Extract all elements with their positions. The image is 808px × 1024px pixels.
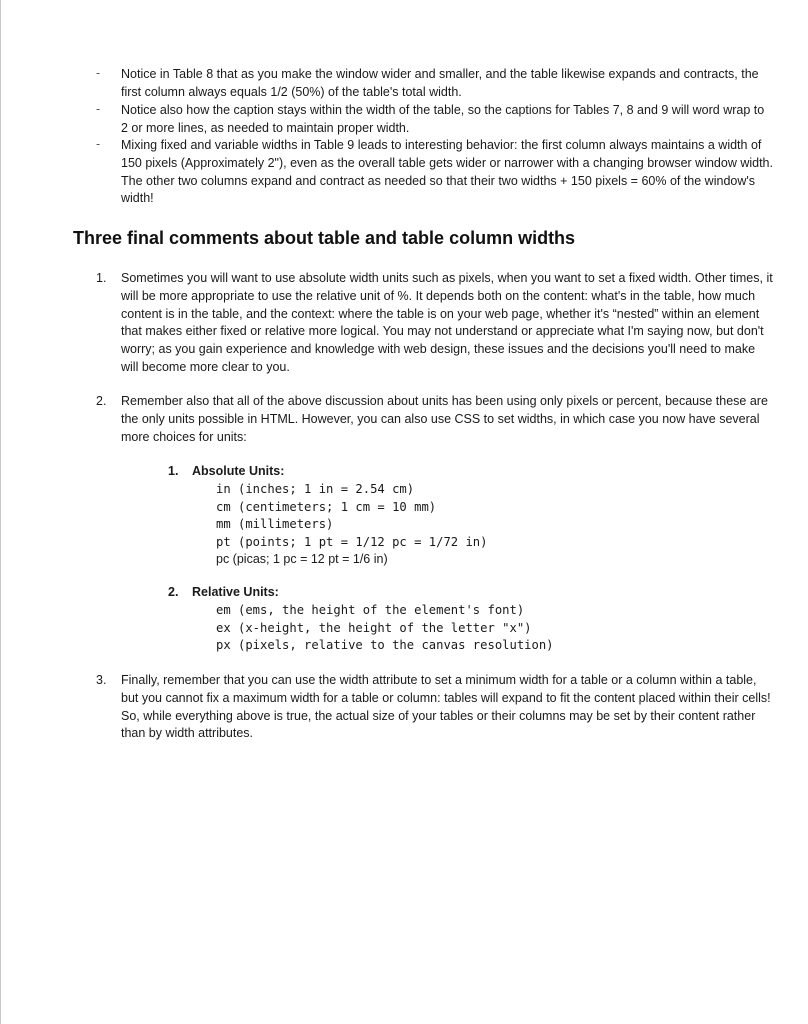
comment-number: 2.	[96, 394, 107, 408]
bullet-text: Notice also how the caption stays within the width of the table, so the captions for Tables 7, 8 and 9 will word wrap to 2 or more lines, as needed to maintain proper width.	[121, 103, 765, 135]
comment-number: 3.	[96, 673, 107, 687]
relative-units-list	[216, 602, 554, 655]
unit-line-cm: cm (centimeters; 1 cm = 10 mm)	[216, 499, 437, 514]
unit-line-mm: mm (millimeters)	[216, 517, 334, 532]
unit-line-px: px (pixels, relative to the canvas resolution)	[216, 638, 554, 653]
unit-line-ex: ex (x-height, the height of the letter "x")	[216, 620, 532, 635]
relative-units-title: Relative Units:	[192, 585, 279, 599]
bullet-text: Mixing fixed and variable widths in Table 9 leads to interesting behavior: the first column always maintains a width of 150 pixels (Approximately 2"), even as the overall table gets wider or narrower with a changing browser window width. The other two columns expand and contract as needed so that their two widths + 150 pixels = 60% of the window's width!	[121, 138, 773, 206]
sub-list-number: 1.	[168, 464, 179, 478]
absolute-units-list	[216, 481, 488, 569]
page-left-border	[0, 0, 1, 1024]
comment-text: Finally, remember that you can use the width attribute to set a minimum width for a table or a column within a table, but you cannot fix a maximum width for a table or column: tables will expand to fit the content placed within their cells! So, while everything above is true, the actual size of your tables or their columns may be set by their content rather than by width attributes.	[121, 673, 771, 741]
absolute-units-title: Absolute Units:	[192, 464, 285, 478]
sub-list-number: 2.	[168, 585, 179, 599]
unit-line-pc: pc (picas; 1 pc = 12 pt = 1/6 in)	[216, 552, 388, 567]
comment-number: 1.	[96, 271, 107, 285]
bullet-marker: -	[96, 102, 101, 116]
comment-text: Remember also that all of the above discussion about units has been using only pixels or percent, because these are the only units possible in HTML. However, you can also use CSS to set widths, in which case you now have several more choices for units:	[121, 394, 768, 444]
unit-line-in: in (inches; 1 in = 2.54 cm)	[216, 482, 415, 496]
comment-text: Sometimes you will want to use absolute width units such as pixels, when you want to set a fixed width. Other times, it will be more appropriate to use the relative unit of %. It depends both on the content: what's in the table, how much content is in the table, and the context: where the table is on your web page, whether it's “nested” within an element that makes either fixed or relative more logical. You may not understand or appreciate what I'm saying now, but don't worry; as you gain experience and knowledge with web design, these issues and the decisions you'll need to make will become more clear to you.	[121, 271, 773, 374]
unit-line-em: em (ems, the height of the element's font)	[216, 603, 525, 617]
bullet-marker: -	[96, 66, 101, 80]
bullet-text: Notice in Table 8 that as you make the window wider and smaller, and the table likewise expands and contracts, the first column always equals 1/2 (50%) of the table's total width.	[121, 67, 759, 99]
unit-line-pt: pt (points; 1 pt = 1/12 pc = 1/72 in)	[216, 534, 488, 549]
bullet-marker: -	[96, 137, 101, 151]
section-heading: Three final comments about table and table column widths	[73, 228, 576, 248]
